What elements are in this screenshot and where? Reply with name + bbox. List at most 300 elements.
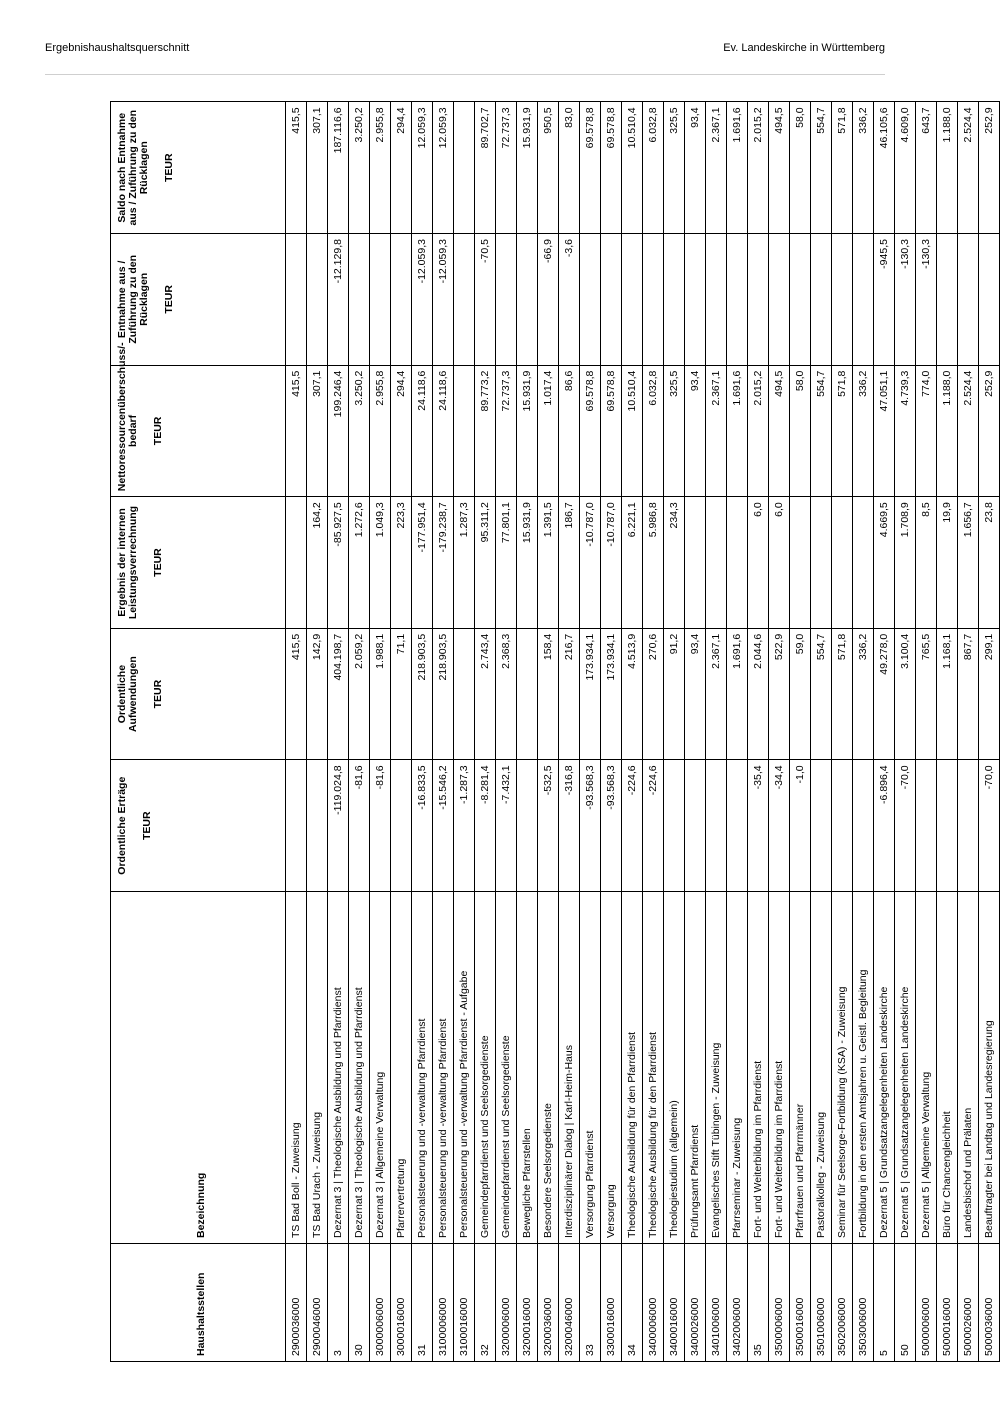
cell-value: 49.278,0: [874, 628, 895, 760]
cell-value: -316,8: [559, 760, 580, 892]
table-row: [958, 102, 979, 1362]
cell-account: 5000006000: [916, 1244, 937, 1362]
cell-description: Pastoralkolleg - Zuweisung: [811, 892, 832, 1244]
cell-value: 643,7: [916, 102, 937, 234]
table-row: [580, 102, 601, 1362]
cell-value: 554,7: [811, 102, 832, 234]
cell-value: 325,5: [664, 102, 685, 234]
table-row: [979, 102, 1000, 1362]
cell-value: 234,3: [664, 497, 685, 629]
cell-value: 3.250,2: [349, 365, 370, 497]
cell-value: 950,5: [538, 102, 559, 234]
cell-value: 2.367,1: [706, 628, 727, 760]
cell-value: [811, 760, 832, 892]
cell-value: [727, 234, 748, 366]
cell-description: Dezernat 5 | Allgemeine Verwaltung: [916, 892, 937, 1244]
table-row: [412, 102, 433, 1362]
cell-value: [286, 760, 307, 892]
cell-value: 3.250,2: [349, 102, 370, 234]
cell-value: [853, 760, 874, 892]
rotated-table-container: [110, 102, 995, 1362]
cell-value: 59,0: [790, 628, 811, 760]
cell-value: -224,6: [643, 760, 664, 892]
column-header-unit: TEUR: [163, 285, 175, 314]
cell-account: 3500016000: [790, 1244, 811, 1362]
cell-value: -945,5: [874, 234, 895, 366]
page-header-right: Ev. Landeskirche in Württemberg: [723, 42, 885, 54]
cell-value: 72.737,3: [496, 102, 517, 234]
cell-value: 299,1: [979, 628, 1000, 760]
cell-value: 5.986,8: [643, 497, 664, 629]
cell-value: -12.059,3: [433, 234, 454, 366]
cell-value: 19,9: [937, 497, 958, 629]
cell-value: 404.198,7: [328, 628, 349, 760]
column-header: [111, 234, 286, 366]
cell-account: 3100006000: [433, 1244, 454, 1362]
cell-value: 6.032,8: [643, 102, 664, 234]
cell-value: 71,1: [391, 628, 412, 760]
cell-value: [454, 365, 475, 497]
cell-account: 2900036000: [286, 1244, 307, 1362]
cell-value: -1,0: [790, 760, 811, 892]
cell-value: [958, 234, 979, 366]
cell-description: Theologiestudium (allgemein): [664, 892, 685, 1244]
cell-value: 4.513,9: [622, 628, 643, 760]
cell-value: 765,5: [916, 628, 937, 760]
table-row: [643, 102, 664, 1362]
cell-value: 270,6: [643, 628, 664, 760]
cell-value: 415,5: [286, 365, 307, 497]
cell-value: [727, 760, 748, 892]
column-header: [111, 102, 286, 234]
cell-value: 95.311,2: [475, 497, 496, 629]
cell-value: 415,5: [286, 102, 307, 234]
table-row: [664, 102, 685, 1362]
cell-value: 46.105,6: [874, 102, 895, 234]
cell-value: 23,8: [979, 497, 1000, 629]
cell-value: [391, 760, 412, 892]
cell-value: 774,0: [916, 365, 937, 497]
cell-value: 1.708,9: [895, 497, 916, 629]
cell-value: 164,2: [307, 497, 328, 629]
cell-value: 69.578,8: [601, 102, 622, 234]
cell-value: 2.524,4: [958, 365, 979, 497]
cell-value: 142,9: [307, 628, 328, 760]
column-header-label: Ordentliche Aufwendungen: [116, 656, 139, 733]
cell-account: 30: [349, 1244, 370, 1362]
table-row: [622, 102, 643, 1362]
cell-description: Besondere Seelsorgedienste: [538, 892, 559, 1244]
table-row: [433, 102, 454, 1362]
column-header: [111, 342, 286, 497]
cell-value: 2.955,8: [370, 365, 391, 497]
cell-value: -70,0: [979, 760, 1000, 892]
cell-value: 1.049,3: [370, 497, 391, 629]
cell-description: Dezernat 5 | Grundsatzangelegenheiten Landeskirche: [895, 892, 916, 1244]
column-header: [111, 628, 286, 760]
cell-value: -7.432,1: [496, 760, 517, 892]
cell-value: 4.739,3: [895, 365, 916, 497]
table-row: [538, 102, 559, 1362]
column-header: [111, 760, 286, 892]
cell-account: 31: [412, 1244, 433, 1362]
cell-description: Beauftragter bei Landtag und Landesregierung: [979, 892, 1000, 1244]
cell-value: 1.188,0: [937, 365, 958, 497]
table-body: [286, 102, 1000, 1362]
cell-description: Pfarrervertretung: [391, 892, 412, 1244]
cell-description: Interdisziplinärer Dialog | Karl-Heim-Haus: [559, 892, 580, 1244]
cell-value: -177.951,4: [412, 497, 433, 629]
table-row: [349, 102, 370, 1362]
cell-value: 6,0: [748, 497, 769, 629]
cell-account: 3500006000: [769, 1244, 790, 1362]
cell-account: 3: [328, 1244, 349, 1362]
cell-value: 2.743,4: [475, 628, 496, 760]
cell-value: 336,2: [853, 102, 874, 234]
column-header-label: Ergebnis der internen Leistungsverrechnung: [116, 505, 139, 620]
cell-account: 3200016000: [517, 1244, 538, 1362]
cell-value: 336,2: [853, 365, 874, 497]
column-header-label: Entnahme aus / Zuführung zu den Rücklagen: [116, 255, 150, 344]
cell-description: Personalsteuerung und -verwaltung Pfarrdienst - Aufgabe: [454, 892, 475, 1244]
cell-account: 35: [748, 1244, 769, 1362]
cell-value: 2.368,3: [496, 628, 517, 760]
cell-value: [601, 234, 622, 366]
cell-value: 223,3: [391, 497, 412, 629]
cell-value: -66,9: [538, 234, 559, 366]
cell-value: [832, 760, 853, 892]
cell-description: Pfarrseminar - Zuweisung: [727, 892, 748, 1244]
cell-value: -16.833,5: [412, 760, 433, 892]
cell-description: Personalsteuerung und -verwaltung Pfarrdienst: [433, 892, 454, 1244]
cell-account: 3100016000: [454, 1244, 475, 1362]
table-row: [685, 102, 706, 1362]
cell-value: 12.059,3: [433, 102, 454, 234]
cell-value: [937, 234, 958, 366]
cell-value: [811, 497, 832, 629]
cell-value: 1.017,4: [538, 365, 559, 497]
cell-description: Dezernat 5 | Grundsatzangelegenheiten Landeskirche: [874, 892, 895, 1244]
cell-account: 3400016000: [664, 1244, 685, 1362]
cell-value: 91,2: [664, 628, 685, 760]
table-row: [748, 102, 769, 1362]
cell-value: [706, 760, 727, 892]
cell-value: 72.737,3: [496, 365, 517, 497]
cell-value: 6.221,1: [622, 497, 643, 629]
cell-value: 6,0: [769, 497, 790, 629]
table-row: [811, 102, 832, 1362]
cell-value: -6.896,4: [874, 760, 895, 892]
column-header-label: Saldo nach Entnahme aus / Zuführung zu den Rücklagen: [116, 109, 150, 226]
cell-account: 3402006000: [727, 1244, 748, 1362]
cell-value: 10.510,4: [622, 102, 643, 234]
table-row: [706, 102, 727, 1362]
cell-value: 494,5: [769, 365, 790, 497]
cell-account: 3400006000: [643, 1244, 664, 1362]
cell-account: 3200036000: [538, 1244, 559, 1362]
cell-value: -93.568,3: [580, 760, 601, 892]
budget-table: [110, 101, 1000, 1362]
cell-description: Evangelisches Stift Tübingen - Zuweisung: [706, 892, 727, 1244]
cell-value: 571,8: [832, 365, 853, 497]
cell-value: 15.931,9: [517, 102, 538, 234]
cell-value: [790, 234, 811, 366]
cell-value: 2.367,1: [706, 102, 727, 234]
cell-value: 1.272,6: [349, 497, 370, 629]
cell-account: 2900046000: [307, 1244, 328, 1362]
cell-value: -3,6: [559, 234, 580, 366]
cell-account: 3501006000: [811, 1244, 832, 1362]
table-row: [937, 102, 958, 1362]
cell-value: 522,9: [769, 628, 790, 760]
cell-value: [580, 234, 601, 366]
cell-account: 32: [475, 1244, 496, 1362]
column-header: [111, 1244, 286, 1362]
cell-account: 3200046000: [559, 1244, 580, 1362]
cell-value: 24.118,6: [412, 365, 433, 497]
cell-value: 252,9: [979, 102, 1000, 234]
cell-value: [958, 760, 979, 892]
cell-value: 173.934,1: [580, 628, 601, 760]
cell-value: 294,4: [391, 102, 412, 234]
cell-description: Büro für Chancengleichheit: [937, 892, 958, 1244]
page-header-left: Ergebnishaushaltsquerschnitt: [45, 42, 190, 54]
cell-description: Dezernat 3 | Allgemeine Verwaltung: [370, 892, 391, 1244]
cell-value: [307, 760, 328, 892]
cell-account: 3401006000: [706, 1244, 727, 1362]
cell-value: [916, 760, 937, 892]
cell-value: 47.051,1: [874, 365, 895, 497]
cell-description: Fortbildung in den ersten Amtsjahren u. Geistl. Begleitung: [853, 892, 874, 1244]
cell-account: 5000016000: [937, 1244, 958, 1362]
cell-value: 15.931,9: [517, 365, 538, 497]
cell-value: 89.773,2: [475, 365, 496, 497]
cell-value: 216,7: [559, 628, 580, 760]
cell-value: -12.059,3: [412, 234, 433, 366]
cell-account: 3000016000: [391, 1244, 412, 1362]
cell-value: [517, 234, 538, 366]
cell-value: 199.246,4: [328, 365, 349, 497]
cell-value: 24.118,6: [433, 365, 454, 497]
cell-value: [937, 760, 958, 892]
cell-value: [517, 628, 538, 760]
cell-description: Seminar für Seelsorge-Fortbildung (KSA) - Zuweisung: [832, 892, 853, 1244]
cell-value: -81,6: [370, 760, 391, 892]
table-row: [916, 102, 937, 1362]
table-row: [874, 102, 895, 1362]
table-row: [370, 102, 391, 1362]
cell-value: 77.801,1: [496, 497, 517, 629]
table-row: [790, 102, 811, 1362]
column-header-label: Bezeichnung: [194, 1172, 207, 1238]
cell-value: [496, 234, 517, 366]
cell-value: -130,3: [916, 234, 937, 366]
cell-value: [454, 628, 475, 760]
column-header-unit: TEUR: [152, 416, 164, 446]
cell-account: 5000026000: [958, 1244, 979, 1362]
cell-value: 1.988,1: [370, 628, 391, 760]
cell-value: 69.578,8: [580, 102, 601, 234]
cell-description: Bewegliche Pfarrstellen: [517, 892, 538, 1244]
cell-account: 5: [874, 1244, 895, 1362]
cell-value: 6.032,8: [643, 365, 664, 497]
cell-value: 2.524,4: [958, 102, 979, 234]
cell-value: 58,0: [790, 365, 811, 497]
table-row: [307, 102, 328, 1362]
cell-value: [685, 497, 706, 629]
cell-value: 93,4: [685, 102, 706, 234]
cell-description: Gemeindepfarrdienst und Seelsorgedienste: [496, 892, 517, 1244]
cell-description: Dezernat 3 | Theologische Ausbildung und Pfarrdienst: [349, 892, 370, 1244]
cell-account: 3200006000: [496, 1244, 517, 1362]
cell-value: 554,7: [811, 365, 832, 497]
table-row: [559, 102, 580, 1362]
cell-description: Theologische Ausbildung für den Pfarrdienst: [622, 892, 643, 1244]
cell-description: Versorgung: [601, 892, 622, 1244]
cell-value: [349, 234, 370, 366]
cell-value: 1.391,5: [538, 497, 559, 629]
column-header-unit: TEUR: [163, 153, 175, 183]
table-row: [517, 102, 538, 1362]
cell-value: [286, 497, 307, 629]
cell-value: 1.287,3: [454, 497, 475, 629]
column-header: [111, 892, 286, 1244]
cell-value: [853, 497, 874, 629]
cell-account: 3000006000: [370, 1244, 391, 1362]
cell-value: -70,5: [475, 234, 496, 366]
cell-value: 93,4: [685, 628, 706, 760]
cell-value: 69.578,8: [580, 365, 601, 497]
cell-value: -10.787,0: [580, 497, 601, 629]
cell-value: [454, 234, 475, 366]
cell-value: [811, 234, 832, 366]
cell-value: 494,5: [769, 102, 790, 234]
cell-value: [370, 234, 391, 366]
table-head: [111, 102, 286, 1362]
cell-account: 3300016000: [601, 1244, 622, 1362]
column-header-label: Ordentliche Erträge: [116, 776, 128, 875]
table-row: [286, 102, 307, 1362]
cell-value: -532,5: [538, 760, 559, 892]
cell-value: [769, 234, 790, 366]
cell-value: 15.931,9: [517, 497, 538, 629]
cell-value: 294,4: [391, 365, 412, 497]
cell-value: 2.367,1: [706, 365, 727, 497]
cell-value: -34,4: [769, 760, 790, 892]
cell-value: 12.059,3: [412, 102, 433, 234]
cell-value: -93.568,3: [601, 760, 622, 892]
table-row: [601, 102, 622, 1362]
cell-value: 86,6: [559, 365, 580, 497]
cell-account: 3502006000: [832, 1244, 853, 1362]
cell-value: [706, 497, 727, 629]
cell-value: 2.059,2: [349, 628, 370, 760]
cell-value: 218.903,5: [412, 628, 433, 760]
cell-value: 571,8: [832, 102, 853, 234]
cell-value: [685, 760, 706, 892]
cell-value: 218.903,5: [433, 628, 454, 760]
table-row: [895, 102, 916, 1362]
cell-value: -10.787,0: [601, 497, 622, 629]
cell-value: [706, 234, 727, 366]
cell-value: [853, 234, 874, 366]
cell-value: [748, 234, 769, 366]
cell-description: Fort- und Weiterbildung im Pfarrdienst: [748, 892, 769, 1244]
cell-value: 554,7: [811, 628, 832, 760]
column-header: [111, 497, 286, 629]
cell-value: [979, 234, 1000, 366]
cell-value: [685, 234, 706, 366]
cell-description: Landesbischof und Prälaten: [958, 892, 979, 1244]
cell-value: -1.287,3: [454, 760, 475, 892]
cell-value: 336,2: [853, 628, 874, 760]
cell-value: -8.281,4: [475, 760, 496, 892]
cell-value: 307,1: [307, 102, 328, 234]
cell-description: Fort- und Weiterbildung im Pfarrdienst: [769, 892, 790, 1244]
cell-value: 8,5: [916, 497, 937, 629]
table-row: [328, 102, 349, 1362]
cell-description: Gemeindepfarrdienst und Seelsorgedienste: [475, 892, 496, 1244]
cell-value: [790, 497, 811, 629]
cell-value: 307,1: [307, 365, 328, 497]
cell-value: -224,6: [622, 760, 643, 892]
cell-account: 5000036000: [979, 1244, 1000, 1362]
cell-account: 34: [622, 1244, 643, 1362]
column-header-unit: TEUR: [152, 548, 164, 577]
cell-account: 3503006000: [853, 1244, 874, 1362]
cell-value: -85.927,5: [328, 497, 349, 629]
cell-value: 83,0: [559, 102, 580, 234]
cell-value: 2.015,2: [748, 365, 769, 497]
table-row: [391, 102, 412, 1362]
cell-value: 415,5: [286, 628, 307, 760]
cell-value: [622, 234, 643, 366]
cell-description: Versorgung Pfarrdienst: [580, 892, 601, 1244]
cell-description: TS Bad Boll - Zuweisung: [286, 892, 307, 1244]
cell-value: 158,4: [538, 628, 559, 760]
cell-description: Theologische Ausbildung für den Pfarrdienst: [643, 892, 664, 1244]
cell-description: Personalsteuerung und -verwaltung Pfarrdienst: [412, 892, 433, 1244]
cell-value: -70,0: [895, 760, 916, 892]
cell-value: [832, 497, 853, 629]
cell-value: [307, 234, 328, 366]
cell-value: [391, 234, 412, 366]
column-header-unit: TEUR: [141, 811, 153, 840]
cell-account: 33: [580, 1244, 601, 1362]
cell-value: 173.934,1: [601, 628, 622, 760]
cell-description: Pfarrfrauen und Pfarrmänner: [790, 892, 811, 1244]
cell-value: 1.691,6: [727, 365, 748, 497]
cell-description: Prüfungsamt Pfarrdienst: [685, 892, 706, 1244]
cell-value: 1.656,7: [958, 497, 979, 629]
cell-value: -15.546,2: [433, 760, 454, 892]
cell-value: -119.024,8: [328, 760, 349, 892]
cell-value: 3.100,4: [895, 628, 916, 760]
cell-description: TS Bad Urach - Zuweisung: [307, 892, 328, 1244]
cell-value: [643, 234, 664, 366]
cell-value: 1.168,1: [937, 628, 958, 760]
column-header-unit: TEUR: [152, 679, 164, 709]
cell-value: 69.578,8: [601, 365, 622, 497]
cell-value: 1.691,6: [727, 628, 748, 760]
cell-value: 93,4: [685, 365, 706, 497]
cell-value: 867,7: [958, 628, 979, 760]
cell-value: 252,9: [979, 365, 1000, 497]
table-row: [454, 102, 475, 1362]
column-header-label: Haushaltsstellen: [194, 1272, 207, 1356]
table-row: [727, 102, 748, 1362]
cell-value: 186,7: [559, 497, 580, 629]
